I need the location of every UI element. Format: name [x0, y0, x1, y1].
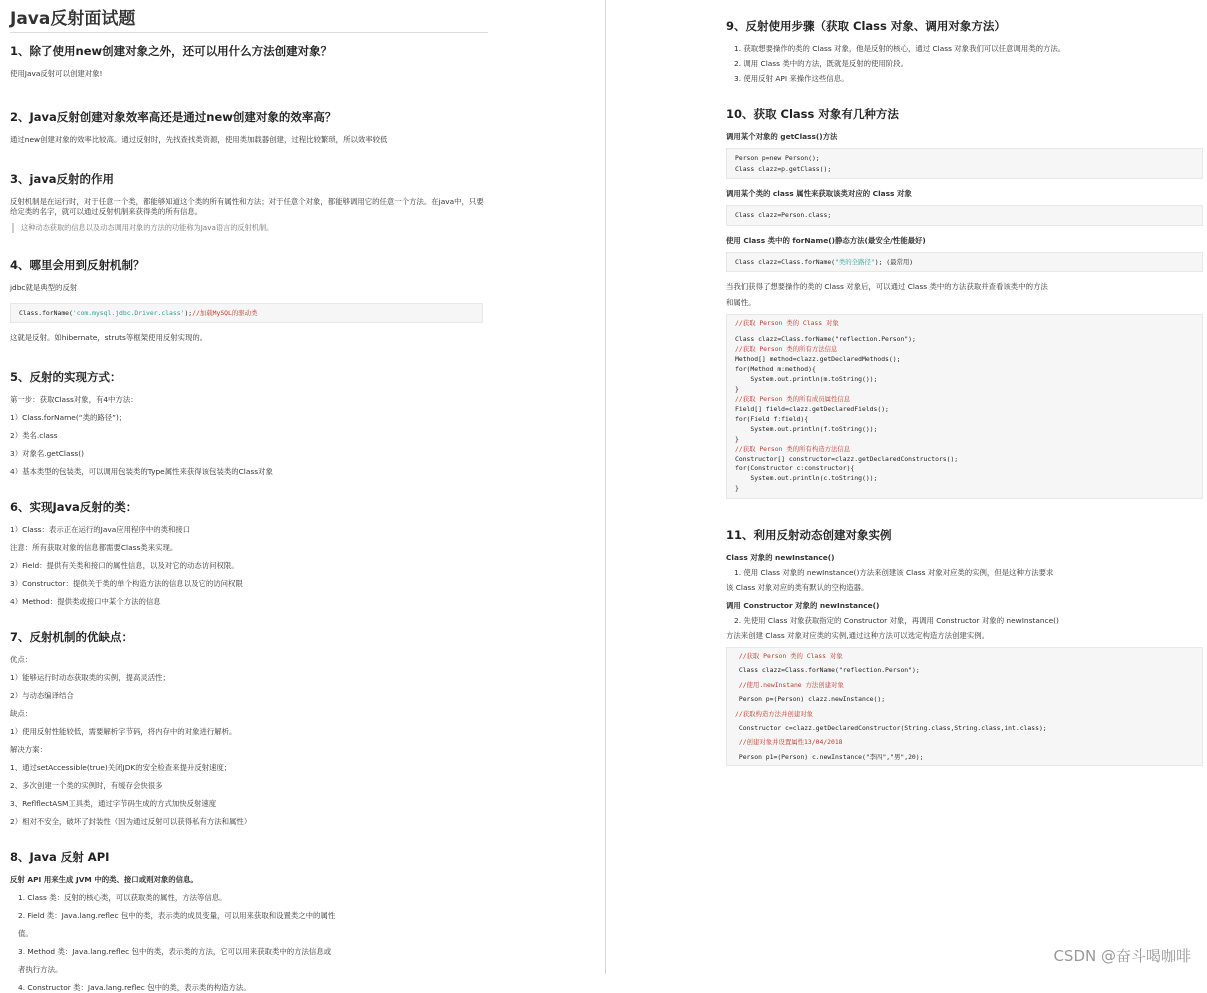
code-line: //获取 Person 类的所有成员属性信息	[735, 394, 851, 403]
watermark: CSDN @奋斗喝咖啡	[1053, 947, 1191, 965]
list-item: 4. Constructor 类：Java.lang.reflec 包中的类，表示类的构造方法。	[18, 983, 251, 993]
left-page	[0, 0, 600, 993]
section-heading: 1、除了使用new创建对象之外，还可以用什么方法创建对象？	[10, 44, 333, 58]
section-5	[10, 369, 590, 477]
list-item: 1、通过setAccessible(true)关闭JDK的安全检查来提升反射速度；	[10, 763, 232, 773]
section-4	[10, 257, 590, 344]
list	[10, 395, 590, 477]
code-block: Class clazz=Class.forName("类的全路径"); (最常用)	[726, 252, 1203, 273]
list-item: 3. 使用反射 API 来操作这些信息。	[734, 73, 849, 83]
code-line: Constructor[] constructor=clazz.getDeclaredConstructors();	[735, 454, 959, 463]
list-item: 3）对象名.getClass()	[10, 449, 84, 459]
code-line: for(Field f:field){	[735, 414, 809, 423]
list-item: 者执行方法。	[18, 965, 63, 975]
section-heading: 4、哪里会用到反射机制？	[10, 257, 145, 272]
paragraph: 和属性。	[726, 298, 756, 308]
subheading: 调用某个类的 class 属性来获取该类对应的 Class 对象	[726, 189, 912, 199]
list-item: 2）类名.class	[10, 431, 58, 441]
paragraph: jdbc就是典型的反射	[10, 282, 78, 292]
list-item: 1）使用反射性能较低，需要解析字节码，将内存中的对象进行解析。	[10, 727, 237, 737]
code-line: }	[735, 385, 739, 394]
list	[10, 655, 590, 827]
list	[10, 893, 590, 993]
paragraph: 这就是反射。如hibernate，struts等框架使用反射实现的。	[10, 333, 208, 343]
list-item: 3. Method 类：Java.lang.reflec 包中的类，表示类的方法，它可以用来获取类中的方法信息或	[18, 947, 332, 957]
list-item: 4）Method：提供类或接口中某个方法的信息	[10, 597, 161, 607]
list	[726, 44, 1203, 84]
blockquote: 这种动态获取的信息以及动态调用对象的方法的功能称为Java语言的反射机制。	[12, 223, 590, 233]
list-item: 值。	[18, 929, 33, 939]
paragraph: 该 Class 对象对应的类有默认的空构造器。	[726, 583, 869, 593]
paragraph: 通过new创建对象的效率比较高。通过反射时，先找查找类资源，使用类加载器创建，过程比较繁琐，所以效率较低	[10, 134, 388, 144]
section-2	[10, 109, 590, 145]
section-3	[10, 171, 590, 233]
list-item: 4）基本类型的包装类，可以调用包装类的Type属性来获得该包装类的Class对象	[10, 467, 273, 477]
section-heading: 6、实现Java反射的类：	[10, 500, 138, 515]
subheading: 调用某个对象的 getClass()方法	[726, 131, 838, 141]
list-item: 3）Constructor：提供关于类的单个构造方法的信息以及它的访问权限	[10, 579, 243, 589]
code-line: //创建对象并设置属性13/04/2018	[735, 738, 843, 747]
section-heading: 8、Java 反射 API	[10, 850, 110, 865]
list	[10, 525, 590, 607]
paragraph: 反射 API 用来生成 JVM 中的类、接口或则对象的信息。	[10, 875, 198, 885]
list-item: 2）Field：提供有关类和接口的属性信息，以及对它的动态访问权限。	[10, 561, 239, 571]
code-line: Constructor c=clazz.getDeclaredConstructor(String.class,String.class,int.class);	[735, 724, 1047, 733]
section-9	[726, 18, 1203, 84]
list-item: 2）与动态编译结合	[10, 691, 74, 701]
document-title: Java反射面试题	[10, 4, 488, 33]
section-heading: 10、获取 Class 对象有几种方法	[726, 106, 899, 121]
code-block: Class clazz=Person.class;	[726, 205, 1203, 226]
code-line: }	[735, 484, 739, 493]
paragraph: 反射机制是在运行时，对于任意一个类，都能够知道这个类的所有属性和方法；对于任意个对象，都能够调用它的任意一个方法。在java中，只要给定类的名字，就可以通过反射机制来获得类的所有信息。	[10, 196, 484, 216]
code-line: }	[735, 434, 739, 443]
code-block: Person p=new Person(); Class clazz=p.getClass();	[726, 148, 1203, 179]
list-item: 优点：	[10, 655, 33, 665]
list-item: 注意：所有获取对象的信息都需要Class类来实现。	[10, 543, 178, 553]
section-heading: 3、java反射的作用	[10, 171, 114, 186]
list-item: 2. Field 类：Java.lang.reflec 包中的类，表示类的成员变量，可以用来获取和设置类之中的属性	[18, 911, 336, 921]
paragraph: 当我们获得了想要操作的类的 Class 对象后，可以通过 Class 类中的方法获取并查看该类中的方法	[726, 282, 1048, 292]
section-heading: 5、反射的实现方式：	[10, 370, 122, 385]
section-heading: 2、Java反射创建对象效率高还是通过new创建对象的效率高？	[10, 109, 337, 124]
code-line: //获取 Person 类的 Class 对象	[735, 652, 843, 661]
code-block: Class.forName('com.mysql.jdbc.Driver.class');//加载MySQL的驱动类	[10, 303, 483, 324]
list-item: 2. 调用 Class 类中的方法，既就是反射的使用阶段。	[734, 58, 908, 68]
paragraph: 使用Java反射可以创建对象!	[10, 69, 103, 78]
section-11	[726, 527, 1203, 766]
subheading: 调用 Constructor 对象的 newInstance()	[726, 601, 880, 611]
code-line: //获取 Person 类的 Class 对象	[735, 319, 839, 328]
section-1	[10, 43, 590, 79]
section-7	[10, 629, 590, 827]
code-line: Person p=(Person) clazz.newInstance();	[735, 695, 886, 704]
code-line: //使用.newInstane 方法创建对象	[735, 680, 844, 689]
list-item: 1. Class 类：反射的核心类，可以获取类的属性，方法等信息。	[18, 893, 227, 903]
code-line: //获取 Person 类的所有构造方法信息	[735, 444, 851, 453]
paragraph: 2. 先使用 Class 对象获取指定的 Constructor 对象，再调用 Constructor 对象的 newInstance()	[734, 616, 1059, 626]
list-item: 2、多次创建一个类的实例时，有缓存会快很多	[10, 781, 163, 791]
section-6	[10, 499, 590, 607]
list-item: 缺点：	[10, 709, 33, 719]
list-item: 1）Class：表示正在运行的Java应用程序中的类和接口	[10, 525, 191, 535]
list-item: 3、ReflflectASM工具类，通过字节码生成的方式加快反射速度	[10, 799, 217, 809]
section-heading: 11、利用反射动态创建对象实例	[726, 528, 892, 543]
list-item: 1. 获取想要操作的类的 Class 对象，他是反射的核心，通过 Class 对象我们可以任意调用类的方法。	[734, 44, 1066, 53]
code-line: //获取 Person 类的所有方法信息	[735, 345, 838, 354]
code-block	[726, 647, 1203, 766]
code-block	[726, 314, 1203, 499]
code-line: Field[] field=clazz.getDeclaredFields();	[735, 404, 889, 413]
page-divider	[605, 0, 606, 974]
list-item: 第一步：获取Class对象，有4中方法：	[10, 395, 138, 405]
code-line: for(Constructor c:constructor){	[735, 464, 855, 473]
subheading: 使用 Class 类中的 forName()静态方法(最安全/性能最好)	[726, 235, 926, 245]
code-line: //获取构造方法并创建对象	[735, 709, 813, 718]
code-line: Person p1=(Person) c.newInstance("李四","男",20);	[735, 752, 924, 761]
code-line: System.out.println(f.toString());	[735, 424, 878, 433]
section-10	[726, 106, 1203, 499]
list-item: 1）能够运行时动态获取类的实例，提高灵活性；	[10, 673, 170, 683]
paragraph: 方法来创建 Class 对象对应类的实例,通过这种方法可以选定构造方法创建实例。	[726, 631, 989, 641]
code-line: Class clazz=Class.forName("reflection.Person");	[735, 335, 916, 344]
code-line: Class clazz=Class.forName("reflection.Person");	[735, 666, 920, 675]
list-item: 1）Class.forName(“类的路径”)；	[10, 413, 127, 423]
code-line: System.out.println(m.toString());	[735, 375, 878, 384]
section-heading: 9、反射使用步骤（获取 Class 对象、调用对象方法）	[726, 19, 1006, 33]
list-item: 解决方案：	[10, 745, 47, 755]
section-8	[10, 849, 590, 993]
code-line: for(Method m:method){	[735, 365, 816, 374]
list-item: 2）相对不安全，破坏了封装性（因为通过反射可以获得私有方法和属性）	[10, 817, 252, 827]
subheading: Class 对象的 newInstance()	[726, 553, 835, 563]
code-line: Method[] method=clazz.getDeclaredMethods();	[735, 355, 901, 364]
right-page	[608, 0, 1207, 974]
section-heading: 7、反射机制的优缺点：	[10, 630, 134, 645]
paragraph: 1. 使用 Class 对象的 newInstance()方法来创建该 Class 对象对应类的实例，但是这种方法要求	[734, 568, 1054, 578]
code-line: System.out.println(c.toString());	[735, 474, 878, 483]
